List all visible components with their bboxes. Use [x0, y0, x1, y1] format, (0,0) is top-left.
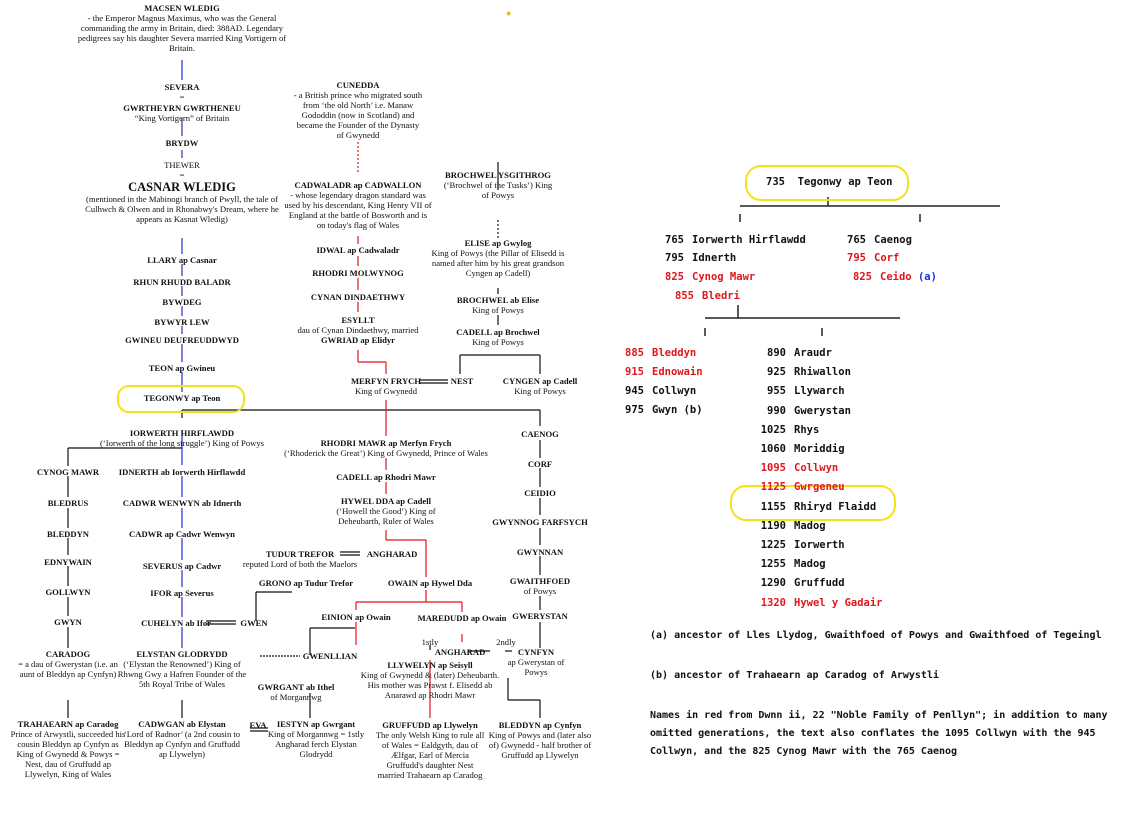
right-entry: [752, 405, 851, 417]
right-entry: [660, 290, 740, 302]
node-title: GRUFFUDD ap Llywelyn: [382, 720, 478, 730]
node-title: GWEN: [240, 618, 268, 628]
entry-name: Madog: [794, 558, 826, 571]
node-cynfyn: [506, 647, 566, 677]
entry-name: Madog: [794, 519, 826, 532]
right-entry: [752, 462, 838, 474]
node-title: TRAHAEARN ap Caradog: [17, 719, 119, 729]
right-entry: [752, 443, 845, 455]
note-c-line2: omitted generations, the text also conflates the 1095 Collwyn with the 945: [650, 728, 1096, 739]
node-title: ANGHARAD: [366, 549, 418, 559]
node-title: CYNFYN: [517, 647, 555, 657]
note-a: (a) ancestor of Lles Llydog, Gwaithfoed of Powys and Gwaithfoed of Tegeingl: [650, 630, 1102, 641]
node-title: HYWEL DDA ap Cadell: [340, 496, 431, 506]
node-title: GWYNNOG FARFSYCH: [492, 517, 588, 527]
node-gwyn: [54, 617, 82, 627]
node-title: RHODRI MOLWYNOG: [312, 268, 404, 278]
entry-name: Rhiwallon: [794, 366, 851, 379]
entry-name: Rhys: [794, 423, 820, 436]
right-entry: [752, 424, 819, 436]
right-entry: [752, 481, 845, 493]
node-llywelyn: [355, 660, 505, 700]
entry-name: Gwrgeneu: [794, 481, 845, 494]
node-title: BYWDEG: [162, 297, 202, 307]
entry-name: Collwyn: [794, 462, 839, 475]
entry-year: 1190: [760, 519, 786, 532]
node-title: BROCHWEL ab Elise: [456, 295, 540, 305]
right-entry: [752, 347, 832, 359]
node-trahaearn: [9, 719, 127, 779]
node-gwrtheyrn: [123, 103, 241, 123]
node-title: GWINEU DEUFREUDDWYD: [125, 335, 239, 345]
node-title: CYNGEN ap Cadell: [502, 376, 578, 386]
entry-name: Iorwerth: [794, 539, 845, 551]
entry-year: 885: [625, 347, 644, 359]
node-title: CORF: [527, 459, 553, 469]
entry-year: 1060: [760, 443, 786, 455]
node-gwrgant: [258, 682, 335, 702]
node-einion: [321, 612, 390, 622]
node-title: 1stly: [421, 637, 439, 647]
node-teon: [149, 363, 215, 373]
entry-year: 1095: [760, 462, 786, 475]
node-bywyr-lew: [154, 317, 209, 327]
node-bleddyn: [47, 529, 89, 539]
node-title: OWAIN ap Hywel Dda: [387, 578, 473, 588]
node-title: GWYNNAN: [516, 547, 564, 557]
node-title: SEVERUS ap Cadwr: [142, 561, 222, 571]
node-title: CYNOG MAWR: [36, 467, 100, 477]
entry-year: 1025: [760, 423, 786, 436]
node-iorwerth: [100, 428, 264, 448]
node-rhodri-molwynog: [312, 268, 404, 278]
stray-yellow-mark: ●: [506, 8, 512, 18]
entry-year: 825: [665, 271, 684, 283]
node-title: EINION ap Owain: [321, 612, 391, 622]
node-bywdeg: [162, 297, 201, 307]
node-title: TUDUR TREFOR: [265, 549, 335, 559]
entry-year: 1155: [760, 500, 786, 513]
node-title: ELYSTAN GLODRYDD: [136, 649, 228, 659]
entry-year: 990: [767, 404, 786, 417]
node-tegonwy: [144, 393, 221, 403]
node-cadell-ap-brochwel: [456, 327, 539, 347]
label-2ndly: [496, 637, 516, 647]
node-ceidio: [524, 488, 556, 498]
node-gwineu: [125, 335, 239, 345]
note-b: (b) ancestor of Trahaearn ap Caradog of Arwystli: [650, 670, 939, 681]
node-title: GWERYSTAN: [512, 611, 568, 621]
node-idwal: [316, 245, 399, 255]
node-title: THEWER: [164, 160, 200, 170]
node-nest: [451, 376, 473, 386]
node-title: IDWAL ap Cadwaladr: [316, 245, 400, 255]
note-marker-a: (a): [917, 271, 937, 283]
node-title: EDNYWAIN: [44, 557, 92, 567]
entry-year: 825: [853, 271, 872, 283]
node-llary: [147, 255, 217, 265]
node-desc: ap Gwerystan of Powys: [507, 657, 565, 677]
node-desc: ‘Lord of Radnor’ (a 2nd cousin to Bleddyn ap Cynfyn and Gruffudd ap Llywelyn): [123, 729, 241, 759]
entry-year: 765: [665, 234, 684, 246]
node-thewer: [164, 160, 200, 180]
node-title: CADWALADR ap CADWALLON: [294, 180, 422, 190]
node-grono: [259, 578, 353, 588]
node-title: GOLLWYN: [45, 587, 91, 597]
node-desc: of Morgannwg: [270, 692, 322, 702]
note-c-line1: Names in red from Dwnn ii, 22 "Noble Family of Penllyn"; in addition to many: [650, 710, 1108, 721]
right-entry: [752, 577, 845, 589]
node-title: GWYN: [54, 617, 82, 627]
node-title: IDNERTH ab Iorwerth Hirflawdd: [118, 467, 246, 477]
right-entry: [752, 385, 845, 397]
node-desc: (mentioned in the Mabinogi branch of Pwyll, the tale of Culhwch & Olwen and in Rhonabwy's Dream, where he appears as Kasnat Wledig): [85, 194, 279, 224]
node-title: ANGHARAD: [434, 647, 486, 657]
entry-name: Bledri: [702, 290, 740, 302]
node-merfyn-frych: [351, 376, 421, 396]
node-title: BROCHWEL YSGITHROG: [445, 170, 551, 180]
node-desc: = a dau of Gwerystan (i.e. an aunt of Bleddyn ap Cynfyn): [18, 659, 118, 679]
node-title: 2ndly: [496, 637, 516, 647]
node-title: RHODRI MAWR ap Merfyn Frych: [320, 438, 452, 448]
root-year: 735: [766, 176, 785, 188]
entry-name: Moriddig: [794, 443, 845, 455]
root-name: Tegonwy ap Teon: [797, 176, 893, 188]
node-desc: of Powys: [523, 586, 557, 596]
node-gwen: [240, 618, 267, 628]
node-title: GWAITHFOED: [509, 576, 571, 586]
node-title: MAREDUDD ap Owain: [417, 613, 507, 623]
node-title: BLEDDYN ap Cynfyn: [498, 720, 582, 730]
right-entry: [752, 520, 826, 532]
node-angharad-2: [435, 647, 486, 657]
node-gollwyn: [45, 587, 90, 597]
node-bledrus: [48, 498, 89, 508]
node-severus: [143, 561, 221, 571]
node-desc: Prince of Arwystli, succeeded his cousin Bleddyn ap Cynfyn as King of Gwynedd & Powys = Nest, dau of Gruffudd ap Llywelyn, King of Wales: [10, 729, 126, 779]
node-cadwr-wenwyn: [123, 498, 242, 508]
entry-year: 915: [625, 366, 644, 378]
node-cuhelyn: [141, 618, 211, 628]
entry-name: Llywarch: [794, 385, 845, 398]
node-gruffudd: [375, 720, 485, 780]
node-desc: (‘Brochwel of the Tusks’) King of Powys: [443, 180, 553, 200]
node-title: ESYLLT: [341, 315, 375, 325]
right-entry: [650, 271, 755, 283]
entry-name: Rhiryd Flaidd: [794, 500, 877, 513]
node-title: CEIDIO: [524, 488, 556, 498]
node-title: CUHELYN ab Ifor: [141, 618, 211, 628]
node-ifor: [150, 588, 214, 598]
node-elise: [422, 238, 574, 278]
node-title: LLYWELYN ap Seisyll: [387, 660, 473, 670]
node-title: CASNAR WLEDIG: [128, 180, 236, 194]
node-gwaithfoed: [510, 576, 570, 596]
node-title: BRYDW: [165, 138, 199, 148]
node-title: ELISE ap Gwylog: [464, 238, 532, 248]
node-desc: The only Welsh King to rule all of Wales = Ealdgyth, dau of Ælfgar, Earl of Mercia Gruffudd's daughter Nest married Trahaearn ap Caradog: [375, 730, 485, 780]
node-title: GWRGANT ab Ithel: [257, 682, 335, 692]
entry-name: Araudr: [794, 347, 832, 359]
node-desc: King of Gwynedd: [354, 386, 418, 396]
node-macsen-wledig: [72, 3, 292, 53]
node-title: MERFYN FRYCH: [350, 376, 422, 386]
entry-name: Bleddyn: [652, 347, 697, 359]
node-brydw: [166, 138, 199, 148]
right-entry: [838, 271, 937, 283]
node-desc: King of Powys: [472, 305, 524, 315]
right-entry: [610, 385, 696, 397]
node-title: BLEDDYN: [46, 529, 90, 539]
node-title: CADWGAN ab Elystan: [138, 719, 226, 729]
entry-year: 890: [767, 347, 786, 359]
node-title: CYNAN DINDAETHWY: [310, 292, 406, 302]
right-entry: [752, 501, 876, 513]
node-eva: [249, 720, 266, 730]
node-desc: King of Powys: [472, 337, 524, 347]
entry-year: 1125: [760, 481, 786, 494]
node-brochwel-ab-elise: [457, 295, 539, 315]
node-brochwel-ysgithrog: [443, 170, 553, 200]
right-entry: [832, 252, 899, 264]
note-c-line3: Collwyn, and the 825 Cynog Mawr with the 765 Caenog: [650, 746, 958, 757]
node-desc: King of Gwynedd & (later) Deheubarth. His mother was Prawst f. Elisedd ab Anarawd ap Rhodri Mawr: [360, 670, 500, 700]
node-title: RHUN RHUDD BALADR: [133, 277, 231, 287]
node-desc: (‘Howell the Good’) King of Deheubarth, Ruler of Wales: [336, 506, 436, 526]
right-entry: [650, 234, 806, 246]
node-severa: [165, 82, 200, 102]
entry-name: Ceido: [880, 271, 912, 283]
entry-name: Idnerth: [692, 252, 737, 264]
entry-year: 975: [625, 404, 644, 416]
label-1stly: [422, 637, 439, 647]
node-title: IFOR ap Severus: [150, 588, 214, 598]
node-desc: reputed Lord of both the Maelors: [242, 559, 358, 569]
entry-year: 925: [767, 366, 786, 379]
right-entry: [610, 404, 703, 416]
entry-name: Collwyn: [652, 385, 697, 397]
node-desc: King of Powys: [514, 386, 566, 396]
node-gwenllian: [303, 651, 357, 661]
node-desc: - whose legendary dragon standard was used by his descendant, King Henry VII of England at the battle of Bosworth and is on today's flag of Wales: [284, 190, 432, 230]
entry-year: 1320: [760, 596, 786, 609]
node-title: BYWYR LEW: [154, 317, 210, 327]
marriage-equals: =: [179, 92, 185, 102]
node-cadwaladr: [284, 180, 432, 230]
entry-year: 795: [847, 252, 866, 264]
entry-name: Gruffudd: [794, 577, 845, 590]
node-rhun: [133, 277, 230, 287]
node-elystan: [117, 649, 247, 689]
right-entry: [752, 539, 845, 551]
node-title: CADELL ap Rhodri Mawr: [336, 472, 436, 482]
right-entry: [832, 234, 912, 246]
node-title: NEST: [450, 376, 474, 386]
node-desc: - the Emperor Magnus Maximus, who was the General commanding the army in Britain, died: 388AD. Legendary pedigrees say his daughter Severa married King Vortigern of Britain.: [77, 13, 287, 53]
node-ednywain: [44, 557, 92, 567]
node-cynan: [311, 292, 405, 302]
node-gwerystan: [512, 611, 567, 621]
right-entry: [650, 252, 736, 264]
node-title: IORWERTH HIRFLAWDD: [129, 428, 235, 438]
right-entry: [752, 558, 826, 570]
node-spouse: GWRIAD ap Elidyr: [320, 335, 395, 345]
node-desc: - a British prince who migrated south from ‘the old North’ i.e. Manaw Gododdin (now in Scotland) and became the Founder of the Dynasty of Gwynedd: [293, 90, 423, 140]
node-cadwgan: [122, 719, 242, 759]
node-title: EVA: [249, 720, 267, 730]
marriage-equals: =: [179, 170, 185, 180]
node-title: BLEDRUS: [47, 498, 89, 508]
entry-year: 1290: [760, 577, 786, 590]
node-cadwr: [129, 529, 235, 539]
entry-name: Corf: [874, 252, 900, 264]
node-cynog-mawr: [37, 467, 99, 477]
node-title: GWRTHEYRN GWRTHENEU: [123, 103, 241, 113]
right-root: [766, 176, 892, 188]
entry-year: 765: [847, 234, 866, 246]
node-maredudd: [418, 613, 507, 623]
node-caradog: [13, 649, 123, 679]
node-cadell-ap-rhodri: [336, 472, 436, 482]
right-entry: [752, 366, 851, 378]
entry-name: Gwerystan: [794, 404, 851, 417]
node-title: CARADOG: [45, 649, 91, 659]
node-rhodri-mawr: [284, 438, 488, 458]
entry-name: Caenog: [874, 234, 912, 246]
node-desc: dau of Cynan Dindaethwy, married: [297, 325, 419, 335]
right-entry: [610, 347, 696, 359]
entry-name: Ednowain: [652, 366, 703, 378]
entry-year: 1255: [760, 558, 786, 571]
node-tudur-trefor: [235, 549, 365, 569]
node-cunedda: [293, 80, 423, 140]
node-title: GWENLLIAN: [302, 651, 358, 661]
node-desc: (‘Iorwerth of the long struggle’) King of Powys: [100, 438, 264, 448]
node-title: CAENOG: [521, 429, 559, 439]
node-title: TEON ap Gwineu: [148, 363, 216, 373]
node-desc: (‘Rhoderick the Great’) King of Gwynedd, Prince of Wales: [284, 448, 488, 458]
node-idnerth: [119, 467, 245, 477]
node-casnar-wledig: [82, 180, 282, 224]
node-title: CUNEDDA: [336, 80, 380, 90]
entry-year: 855: [675, 290, 694, 302]
node-title: GRONO ap Tudur Trefor: [258, 578, 354, 588]
node-cyngen: [503, 376, 578, 396]
node-title: SEVERA: [164, 82, 200, 92]
node-title: TEGONWY ap Teon: [143, 393, 221, 403]
node-title: MACSEN WLEDIG: [144, 3, 220, 13]
node-corf: [528, 459, 552, 469]
node-title: CADELL ap Brochwel: [456, 327, 540, 337]
node-desc: King of Powys and (later also of) Gwynedd - half brother of Gruffudd ap Llywelyn: [488, 730, 592, 760]
node-title: CADWR WENWYN ab Idnerth: [122, 498, 242, 508]
entry-year: 1225: [760, 539, 786, 551]
node-title: CADWR ap Cadwr Wenwyn: [129, 529, 235, 539]
entry-name: Gwyn (b): [652, 404, 703, 416]
node-desc: “King Vortigern” of Britain: [134, 113, 230, 123]
entry-year: 955: [767, 385, 786, 398]
entry-year: 945: [625, 385, 644, 397]
node-desc: King of Morgannwg = 1stly Angharad ferch Elystan Glodrydd: [267, 729, 365, 759]
right-entry: [752, 597, 883, 609]
entry-name: Cynog Mawr: [692, 271, 756, 283]
node-gwynnog: [492, 517, 588, 527]
node-title: LLARY ap Casnar: [147, 255, 217, 265]
right-entry: [610, 366, 703, 378]
node-desc: King of Powys (the Pillar of Elisedd is named after him by his great grandson Cyngen ap Cadell): [431, 248, 565, 278]
node-gwynnan: [517, 547, 563, 557]
node-owain: [388, 578, 472, 588]
node-desc: (‘Elystan the Renowned’) King of Rhwng Gwy a Hafren Founder of the 5th Royal Tribe of Wales: [117, 659, 247, 689]
node-title: IESTYN ap Gwrgant: [276, 719, 356, 729]
node-iestyn: [266, 719, 366, 759]
node-bleddyn-ap-cynfyn: [485, 720, 595, 760]
node-hywel-dda: [316, 496, 456, 526]
node-angharad-1: [367, 549, 418, 559]
node-caenog: [521, 429, 559, 439]
entry-year: 795: [665, 252, 684, 264]
entry-name: Iorwerth Hirflawdd: [692, 234, 806, 246]
node-esyllt: [283, 315, 433, 345]
entry-name: Hywel y Gadair: [794, 596, 883, 609]
